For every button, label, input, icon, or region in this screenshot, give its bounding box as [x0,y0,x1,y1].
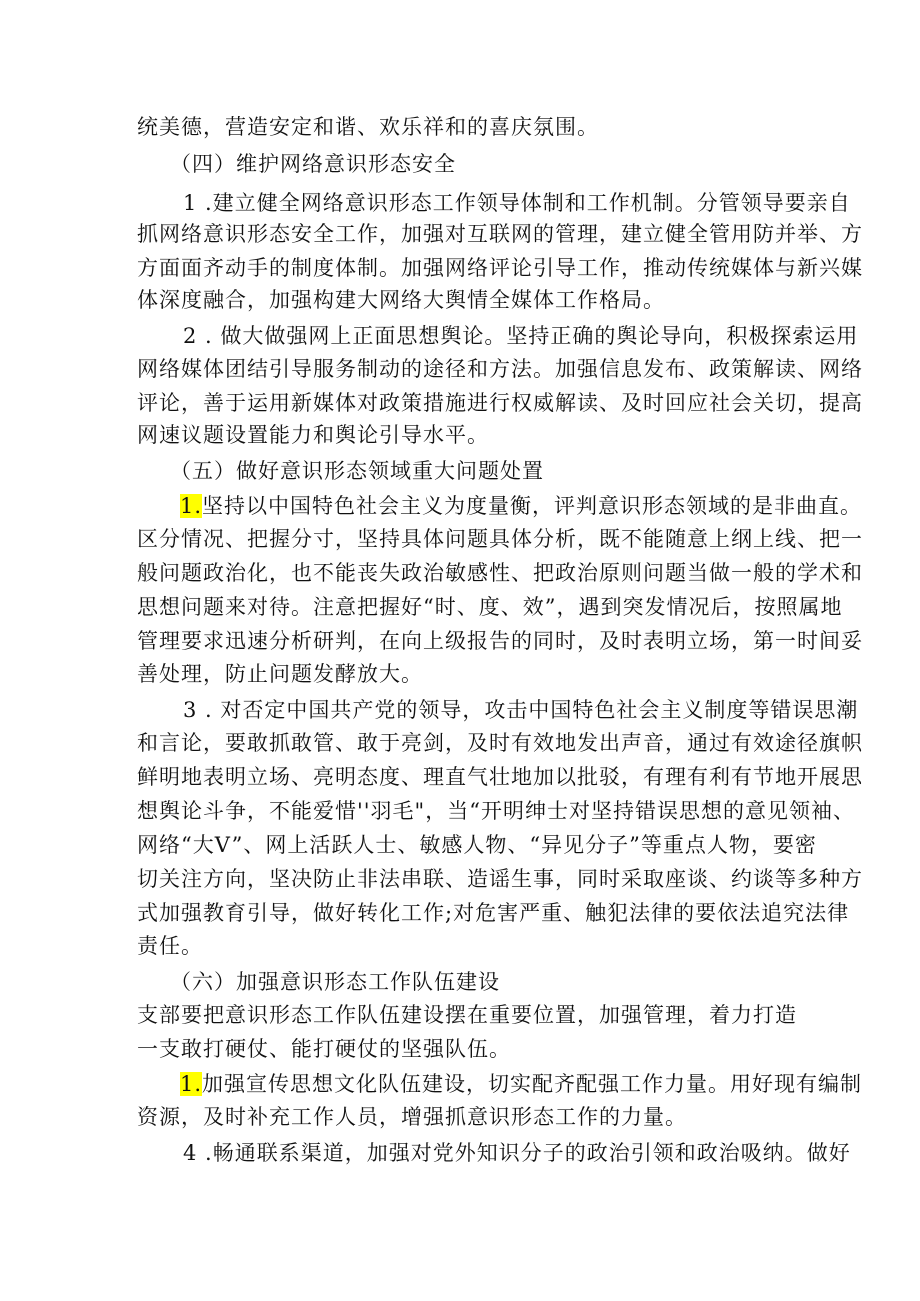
highlighted-number: 1. [180,494,203,518]
text-line: 评论，善于运用新媒体对政策措施进行权威解读、及时回应社会关切，提高 [137,391,863,415]
text-line: 和言论，要敢抓敢管、敢于亮剑，及时有效地发出声音，通过有效途径旗帜 [137,731,863,755]
text-line: 4 .畅通联系渠道，加强对党外知识分子的政治引领和政治吸纳。做好 [183,1141,851,1165]
text-line: 2 . 做大做强网上正面思想舆论。坚持正确的舆论导向，积极探索运用 [183,324,859,348]
text-line: 抓网络意识形态安全工作，加强对互联网的管理，建立健全管用防并举、方 [137,222,863,246]
text-line: 资源，及时补充工作人员，增强抓意识形态工作的力量。 [137,1105,687,1129]
text-line: 鲜明地表明立场、亮明态度、理直气壮地加以批驳，有理有利有节地开展思 [137,765,863,789]
text-line: 支部要把意识形态工作队伍建设摆在重要位置，加强管理，着力打造 [137,1003,797,1027]
highlighted-number: 1. [180,1072,203,1096]
text-line: 方面面齐动手的制度体制。加强网络评论引导工作，推动传统媒体与新兴媒 [137,256,863,280]
text-line: 网速议题设置能力和舆论引导水平。 [137,423,489,447]
text-line: 区分情况、把握分寸，坚持具体问题具体分析，既不能随意上纲上线、把一 [137,527,863,551]
text-line: 管理要求迅速分析研判，在向上级报告的同时，及时表明立场，第一时间妥 [137,629,863,653]
text-line: 善处理，防止问题发酵放大。 [137,662,423,686]
text-line: 想舆论斗争，不能爱惜''羽毛"，当“开明绅士对坚持错误思想的意见领袖、 [137,799,855,823]
text-line-content: 加强宣传思想文化队伍建设，切实配齐配强工作力量。用好现有编制 [202,1072,863,1096]
text-line: 体深度融合，加强构建大网络大舆情全媒体工作格局。 [137,288,665,312]
section-heading: （六）加强意识形态工作队伍建设 [170,970,500,994]
text-line [180,1069,863,1099]
text-line: 3 . 对否定中国共产党的领导，攻击中国特色社会主义制度等错误思潮 [183,698,859,722]
text-line-content: 坚持以中国特色社会主义为度量衡，评判意识形态领域的是非曲直。 [202,494,863,518]
section-heading: （五）做好意识形态领域重大问题处置 [170,459,544,483]
text-line [180,491,863,521]
text-line: 责任。 [137,934,203,958]
text-line: 切关注方向，坚决防止非法串联、造谣生事，同时采取座谈、约谈等多种方 [137,867,863,891]
text-line: 一支敢打硬仗、能打硬仗的坚强队伍。 [137,1037,511,1061]
text-line: 网络媒体团结引导服务制动的途径和方法。加强信息发布、政策解读、网络 [137,357,863,381]
text-line: 统美德，营造安定和谐、欢乐祥和的喜庆氛围。 [137,115,599,139]
text-line: 式加强教育引导，做好转化工作;对危害严重、触犯法律的要依法追究法律 [137,901,850,925]
text-line: 般问题政治化，也不能丧失政治敏感性、把政治原则问题当做一般的学术和 [137,561,863,585]
text-line: 网络“大V”、网上活跃人士、敏感人物、“异见分子”等重点人物，要密 [137,833,817,857]
text-line: 1 .建立健全网络意识形态工作领导体制和工作机制。分管领导要亲自 [183,191,851,215]
text-line: 思想问题来对待。注意把握好“时、度、效”，遇到突发情况后，按照属地 [137,595,843,619]
section-heading: （四）维护网络意识形态安全 [170,152,456,176]
